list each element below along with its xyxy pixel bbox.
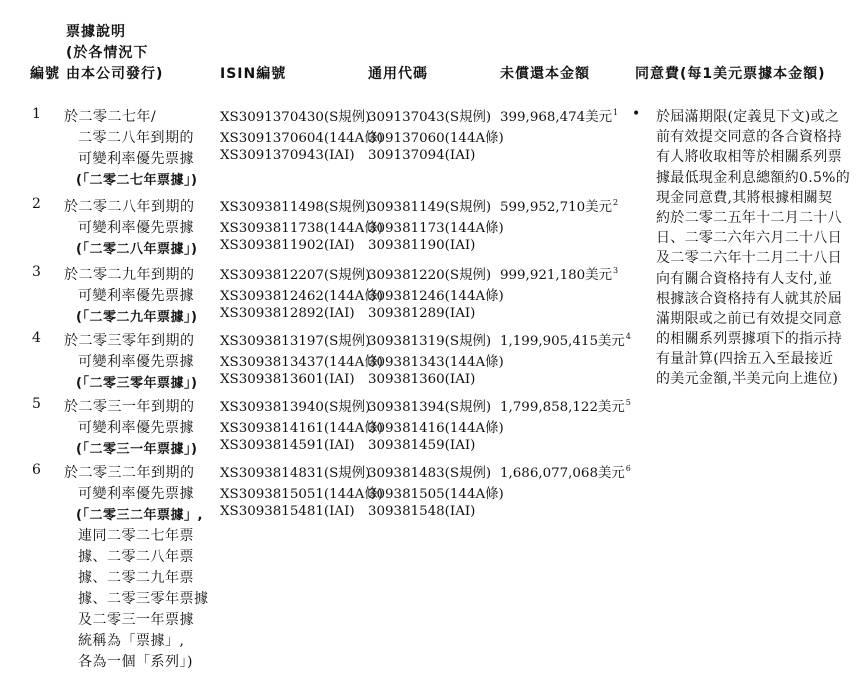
isin-code: XS3093815481(IAI) xyxy=(220,504,355,519)
outstanding-amount xyxy=(500,396,631,415)
header-amount: 未償還本金額 xyxy=(500,66,590,82)
bullet-icon: • xyxy=(632,106,641,122)
note-description-line: 可變利率優先票據 xyxy=(78,420,194,436)
isin-code: XS3091370604(144A條) xyxy=(220,131,383,146)
note-description-line: 連同二零二七年票 xyxy=(78,528,194,544)
common-code: 309381505(144A條) xyxy=(368,487,504,502)
note-short-name: (「二零二八年票據」) xyxy=(76,242,198,257)
outstanding-amount xyxy=(500,330,631,349)
outstanding-amount xyxy=(500,106,618,125)
outstanding-amount xyxy=(500,264,618,283)
note-description-line: 可變利率優先票據 xyxy=(78,288,194,304)
row-number: 5 xyxy=(32,396,42,412)
consent-fee-line: 滿期限或之前已有效提交同意 xyxy=(656,310,842,327)
isin-code: XS3093815051(144A條) xyxy=(220,487,383,502)
isin-code: XS3093813437(144A條) xyxy=(220,355,383,370)
row-number: 4 xyxy=(32,330,42,346)
common-code: 309381548(IAI) xyxy=(368,504,476,519)
footnote-marker: 3 xyxy=(612,266,619,275)
common-code: 309381394(S規例) xyxy=(368,400,492,415)
isin-code: XS3093814161(144A條) xyxy=(220,421,383,436)
note-description-line: 二零二八年到期的 xyxy=(78,130,194,146)
common-code: 309381360(IAI) xyxy=(368,372,476,387)
note-short-name: (「二零三零年票據」) xyxy=(76,376,198,391)
common-code: 309381459(IAI) xyxy=(368,438,476,453)
isin-code: XS3091370430(S規例) xyxy=(220,110,371,125)
consent-fee-line: 及二零二六年十二月二十八日 xyxy=(656,250,842,267)
header-isin: ISIN編號 xyxy=(220,66,287,82)
consent-fee-line: 於屆滿期限(定義見下文)或之 xyxy=(656,109,840,125)
row-number: 6 xyxy=(32,462,42,478)
amount-value: 599,952,710美元 xyxy=(500,200,612,215)
note-description-line: 於二零三二年到期的 xyxy=(64,465,195,481)
amount-value: 1,199,905,415美元 xyxy=(500,334,625,349)
footnote-marker: 2 xyxy=(612,198,619,207)
header-description-line: (於各情況下 xyxy=(66,45,149,61)
amount-value: 399,968,474美元 xyxy=(500,110,612,125)
note-description-line: 可變利率優先票據 xyxy=(78,486,194,502)
note-short-name: (「二零三一年票據」) xyxy=(76,442,198,457)
header-no: 編號 xyxy=(30,66,60,82)
footnote-marker: 5 xyxy=(625,398,631,407)
note-description-line: 統稱為「票據」, xyxy=(78,633,185,649)
note-short-name: (「二零二九年票據」) xyxy=(76,310,198,325)
common-code: 309137094(IAI) xyxy=(368,148,476,163)
row-number: 3 xyxy=(32,264,42,280)
outstanding-amount xyxy=(500,462,631,481)
row-number: 2 xyxy=(32,196,42,212)
common-code: 309137043(S規例) xyxy=(368,110,492,125)
consent-fee-line: 的相關系列票據項下的指示持 xyxy=(656,331,842,348)
consent-fee-line: 有人將收取相等於相關系列票 xyxy=(656,149,842,166)
common-code: 309381343(144A條) xyxy=(368,355,504,370)
footnote-marker: 4 xyxy=(625,332,631,341)
header-consent-fee: 同意費(每1美元票據本金額) xyxy=(635,66,826,82)
consent-fee-line: 據最低現金利息總額約0.5%的 xyxy=(656,169,851,186)
footnote-marker: 6 xyxy=(625,464,631,473)
isin-code: XS3091370943(IAI) xyxy=(220,148,355,163)
consent-fee-text xyxy=(656,106,856,389)
note-description-line: 於二零三零年到期的 xyxy=(64,333,195,349)
note-description-line: 及二零三一年票據 xyxy=(78,612,194,628)
note-description-line: 可變利率優先票據 xyxy=(78,151,194,167)
common-code: 309381416(144A條) xyxy=(368,421,504,436)
consent-fee-line: 根據該合資格持有人就其於屆 xyxy=(656,290,842,307)
isin-code: XS3093811498(S規例) xyxy=(220,200,371,215)
isin-code: XS3093813601(IAI) xyxy=(220,372,355,387)
isin-code: XS3093814831(S規例) xyxy=(220,466,371,481)
note-description-line: 據、二零二九年票 xyxy=(78,570,194,586)
row-number: 1 xyxy=(32,106,42,122)
isin-code: XS3093814591(IAI) xyxy=(220,438,355,453)
common-code: 309381319(S規例) xyxy=(368,334,492,349)
header-common-code: 通用代碼 xyxy=(368,66,428,82)
isin-code: XS3093813197(S規例) xyxy=(220,334,371,349)
outstanding-amount xyxy=(500,196,618,215)
note-description-line: 於二零二九年到期的 xyxy=(64,267,195,283)
note-description-line: 各為一個「系列」) xyxy=(78,654,193,670)
consent-fee-line: 有量計算(四捨五入至最接近 xyxy=(656,351,834,368)
note-description-line: 據、二零二八年票 xyxy=(78,549,194,565)
common-code: 309381190(IAI) xyxy=(368,238,476,253)
footnote-marker: 1 xyxy=(612,108,619,117)
note-description-line: 可變利率優先票據 xyxy=(78,354,194,370)
amount-value: 1,686,077,068美元 xyxy=(500,466,625,481)
header-description xyxy=(66,22,163,85)
header-description-line: 由本公司發行) xyxy=(66,66,164,82)
common-code: 309381289(IAI) xyxy=(368,306,476,321)
consent-fee-line: 向有關合資格持有人支付,並 xyxy=(656,270,833,287)
consent-fee-line: 的美元金額,半美元向上進位) xyxy=(656,371,839,388)
common-code: 309381173(144A條) xyxy=(368,221,504,236)
note-description-line: 可變利率優先票據 xyxy=(78,220,194,236)
isin-code: XS3093812892(IAI) xyxy=(220,306,355,321)
consent-fee-line: 前有效提交同意的各合資格持 xyxy=(656,129,842,146)
isin-code: XS3093813940(S規例) xyxy=(220,400,371,415)
note-short-name: (「二零三二年票據」, xyxy=(76,508,203,523)
header-description-line: 票據說明 xyxy=(66,24,126,40)
note-description-line: 於二零三一年到期的 xyxy=(64,399,195,415)
amount-value: 1,799,858,122美元 xyxy=(500,400,625,415)
consent-fee-line: 現金同意費,其將根據相關契 xyxy=(656,189,833,206)
note-description-line: 於二零二七年/ xyxy=(64,109,157,125)
consent-fee-line: 日、二零二六年六月二十八日 xyxy=(656,230,842,247)
isin-code: XS3093811738(144A條) xyxy=(220,221,383,236)
note-description-line: 據、二零三零年票據 xyxy=(78,591,209,607)
isin-code: XS3093811902(IAI) xyxy=(220,238,355,253)
common-code: 309381246(144A條) xyxy=(368,289,504,304)
isin-code: XS3093812207(S規例) xyxy=(220,268,371,283)
isin-code: XS3093812462(144A條) xyxy=(220,289,383,304)
consent-fee-line: 約於二零二五年十二月二十八 xyxy=(656,209,842,226)
common-code: 309381483(S規例) xyxy=(368,466,492,481)
amount-value: 999,921,180美元 xyxy=(500,268,612,283)
common-code: 309381149(S規例) xyxy=(368,200,492,215)
note-short-name: (「二零二七年票據」) xyxy=(76,173,198,188)
note-description-line: 於二零二八年到期的 xyxy=(64,199,195,215)
common-code: 309381220(S規例) xyxy=(368,268,492,283)
common-code: 309137060(144A條) xyxy=(368,131,504,146)
